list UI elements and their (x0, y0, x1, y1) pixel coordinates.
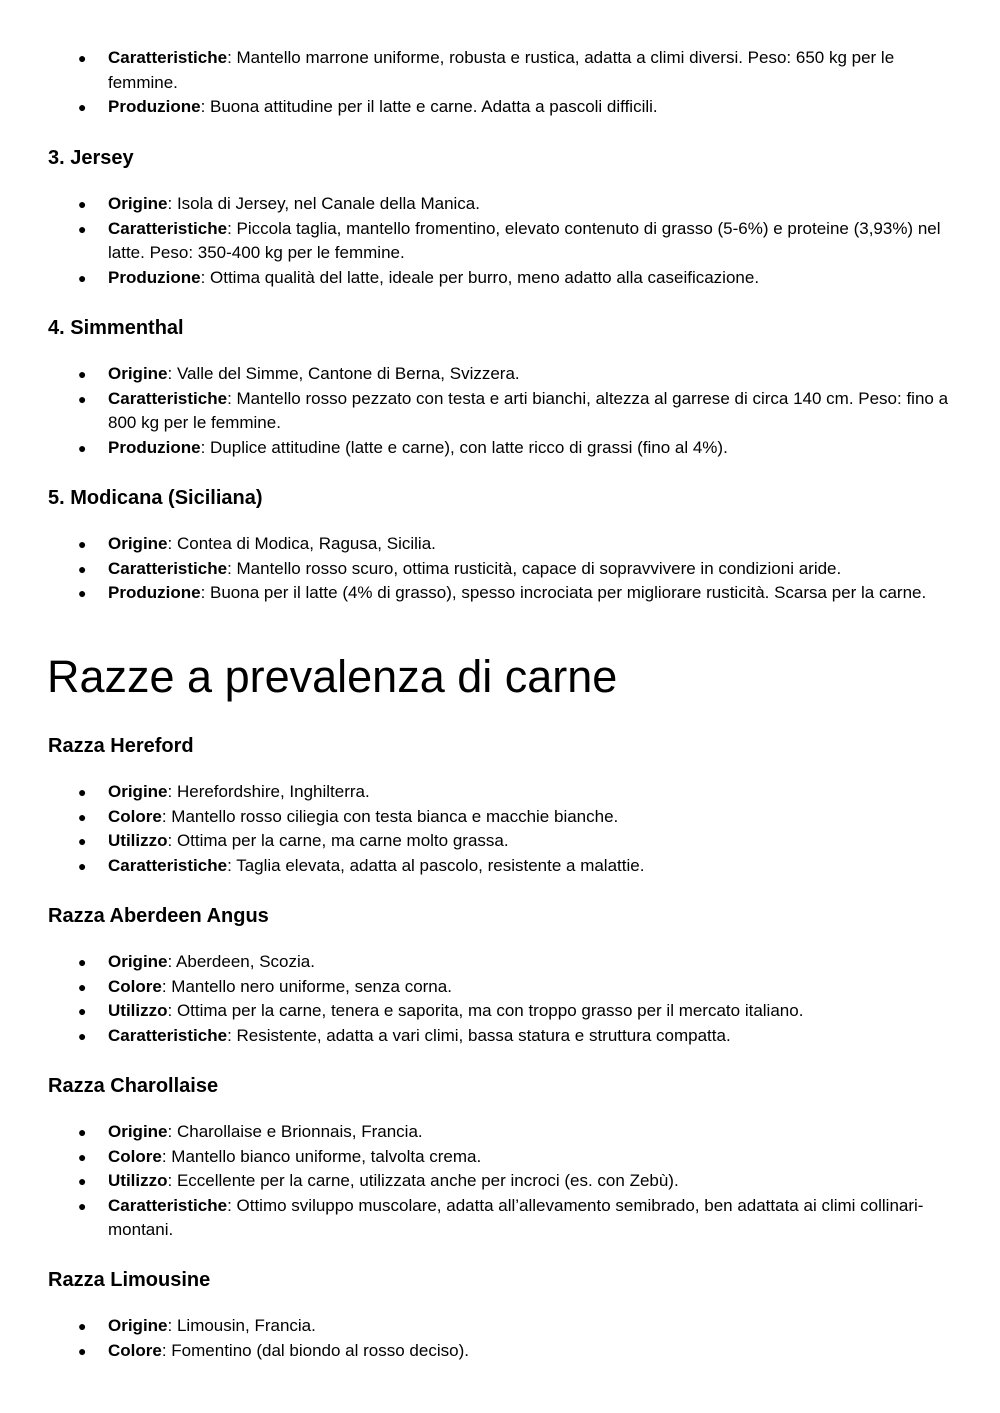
list-item (78, 532, 958, 557)
item-term: Caratteristiche (108, 1025, 228, 1045)
list-item (78, 1314, 958, 1339)
item-text: : Taglia elevata, adatta al pascolo, resistente a malattie. (227, 855, 645, 875)
item-text: : Mantello nero uniforme, senza corna. (161, 976, 452, 996)
list-item (78, 436, 958, 461)
item-term: Produzione (108, 437, 201, 457)
item-text: : Eccellente per la carne, utilizzata anche per incroci (es. con Zebù). (167, 1171, 679, 1190)
bullet-icon: ● (78, 1027, 87, 1044)
section-list-jersey (78, 192, 958, 290)
list-item (78, 1120, 958, 1145)
item-text: : Isola di Jersey, nel Canale della Manica. (167, 194, 480, 213)
item-term: Caratteristiche (108, 388, 228, 408)
item-text: : Contea di Modica, Ragusa, Sicilia. (167, 534, 436, 553)
list-item (78, 1145, 958, 1170)
item-text: : Charollaise e Brionnais, Francia. (167, 1122, 423, 1141)
bullet-icon: ● (78, 833, 87, 849)
item-term: Origine (108, 782, 168, 801)
item-term: Caratteristiche (108, 558, 228, 578)
section-heading-hereford: Razza Hereford (48, 735, 194, 757)
item-text: : Buona attitudine per il latte e carne. Adatta a pascoli difficili. (200, 97, 658, 116)
bullet-icon: ● (78, 366, 87, 382)
item-term: Origine (108, 364, 168, 383)
list-item (78, 557, 958, 582)
item-text: : Ottima qualità del latte, ideale per burro, meno adatto alla caseificazione. (200, 267, 760, 287)
section-list-aberdeen-angus (78, 950, 958, 1048)
item-term: Produzione (108, 267, 201, 287)
bullet-icon: ● (78, 1318, 87, 1334)
bullet-icon: ● (78, 808, 87, 825)
item-text: : Resistente, adatta a vari climi, bassa statura e struttura compatta. (227, 1025, 731, 1045)
item-term: Utilizzo (108, 1001, 168, 1020)
list-item (78, 362, 958, 387)
section-heading-simmenthal: 4. Simmenthal (48, 317, 184, 339)
item-text: : Mantello rosso pezzato con testa e arti bianchi, altezza al garrese di circa 140 cm. Peso: fino a 800 kg per le femmine. (108, 388, 949, 432)
list-item (78, 829, 958, 854)
bullet-icon: ● (78, 390, 87, 407)
bullet-icon: ● (78, 536, 87, 552)
item-text: : Ottimo sviluppo muscolare, adatta all’allevamento semibrado, ben adattata ai climi collinari-montani. (108, 1195, 924, 1239)
list-item (78, 46, 958, 95)
intro-list (78, 46, 958, 120)
item-term: Caratteristiche (108, 48, 228, 67)
section-heading-modicana: 5. Modicana (Siciliana) (48, 487, 263, 509)
section-list-hereford (78, 780, 958, 878)
bullet-icon: ● (78, 439, 87, 456)
item-term: Produzione (108, 583, 201, 602)
section-list-limousine (78, 1314, 958, 1363)
item-text: : Fomentino (dal biondo al rosso deciso). (161, 1340, 469, 1360)
bullet-icon: ● (78, 978, 87, 995)
list-item (78, 975, 958, 1000)
item-term: Colore (108, 1146, 162, 1166)
item-term: Origine (108, 1316, 168, 1335)
bullet-icon: ● (78, 196, 87, 212)
bullet-icon: ● (78, 1173, 87, 1189)
list-item (78, 581, 958, 606)
list-item (78, 387, 958, 436)
bullet-icon: ● (78, 1003, 87, 1019)
bullet-icon: ● (78, 1124, 87, 1140)
list-item (78, 854, 958, 879)
list-item (78, 1339, 958, 1364)
list-item (78, 266, 958, 291)
list-item (78, 780, 958, 805)
item-term: Caratteristiche (108, 218, 228, 238)
bullet-icon: ● (78, 50, 87, 66)
bullet-icon: ● (78, 220, 87, 237)
item-text: : Ottima per la carne, tenera e saporita, ma con troppo grasso per il mercato italiano. (167, 1001, 804, 1020)
item-text: : Herefordshire, Inghilterra. (167, 782, 370, 801)
bullet-icon: ● (78, 954, 87, 970)
item-term: Caratteristiche (108, 1195, 228, 1215)
section-list-modicana (78, 532, 958, 606)
item-term: Origine (108, 952, 168, 971)
item-term: Caratteristiche (108, 855, 228, 875)
bullet-icon: ● (78, 1148, 87, 1165)
bullet-icon: ● (78, 1197, 87, 1214)
list-item (78, 217, 958, 266)
item-text: : Buona per il latte (4% di grasso), spesso incrociata per migliorare rusticità. Scarsa per la carne. (200, 583, 927, 602)
list-item (78, 950, 958, 975)
list-item (78, 1194, 958, 1243)
section-list-simmenthal (78, 362, 958, 460)
item-term: Origine (108, 194, 168, 213)
item-term: Produzione (108, 97, 201, 116)
list-item (78, 1169, 958, 1194)
list-item (78, 805, 958, 830)
list-item (78, 95, 958, 120)
bullet-icon: ● (78, 99, 87, 115)
item-term: Utilizzo (108, 831, 168, 850)
bullet-icon: ● (78, 269, 87, 286)
item-term: Origine (108, 1122, 168, 1141)
item-text: : Limousin, Francia. (167, 1316, 316, 1335)
section-list-charollaise (78, 1120, 958, 1243)
section-heading-limousine: Razza Limousine (48, 1269, 211, 1291)
list-item (78, 1024, 958, 1049)
bullet-icon: ● (78, 1342, 87, 1359)
item-text: : Piccola taglia, mantello fromentino, elevato contenuto di grasso (5-6%) e proteine (3,93%) nel latte. Peso: 350-400 kg per le femmine. (108, 218, 941, 262)
section-heading-jersey: 3. Jersey (48, 147, 134, 169)
item-text: : Aberdeen, Scozia. (167, 952, 315, 971)
bullet-icon: ● (78, 784, 87, 800)
section-heading-aberdeen-angus: Razza Aberdeen Angus (48, 905, 269, 927)
item-term: Colore (108, 1340, 162, 1360)
item-text: : Ottima per la carne, ma carne molto grassa. (167, 831, 509, 850)
bullet-icon: ● (78, 857, 87, 874)
section-heading-charollaise: Razza Charollaise (48, 1075, 219, 1097)
bullet-icon: ● (78, 585, 87, 601)
item-text: : Valle del Simme, Cantone di Berna, Svizzera. (167, 364, 520, 383)
item-text: : Mantello marrone uniforme, robusta e rustica, adatta a climi diversi. Peso: 650 kg per le femmine. (108, 48, 895, 92)
bullet-icon: ● (78, 560, 87, 577)
item-text: : Duplice attitudine (latte e carne), con latte ricco di grassi (fino al 4%). (200, 437, 728, 457)
item-term: Origine (108, 534, 168, 553)
list-item (78, 192, 958, 217)
item-text: : Mantello rosso scuro, ottima rusticità, capace di sopravvivere in condizioni aride. (227, 558, 842, 578)
item-term: Utilizzo (108, 1171, 168, 1190)
item-term: Colore (108, 806, 162, 826)
item-text: : Mantello rosso ciliegia con testa bianca e macchie bianche. (161, 806, 619, 826)
main-heading: Razze a prevalenza di carne (47, 651, 618, 702)
item-term: Colore (108, 976, 162, 996)
item-text: : Mantello bianco uniforme, talvolta crema. (161, 1146, 482, 1166)
list-item (78, 999, 958, 1024)
